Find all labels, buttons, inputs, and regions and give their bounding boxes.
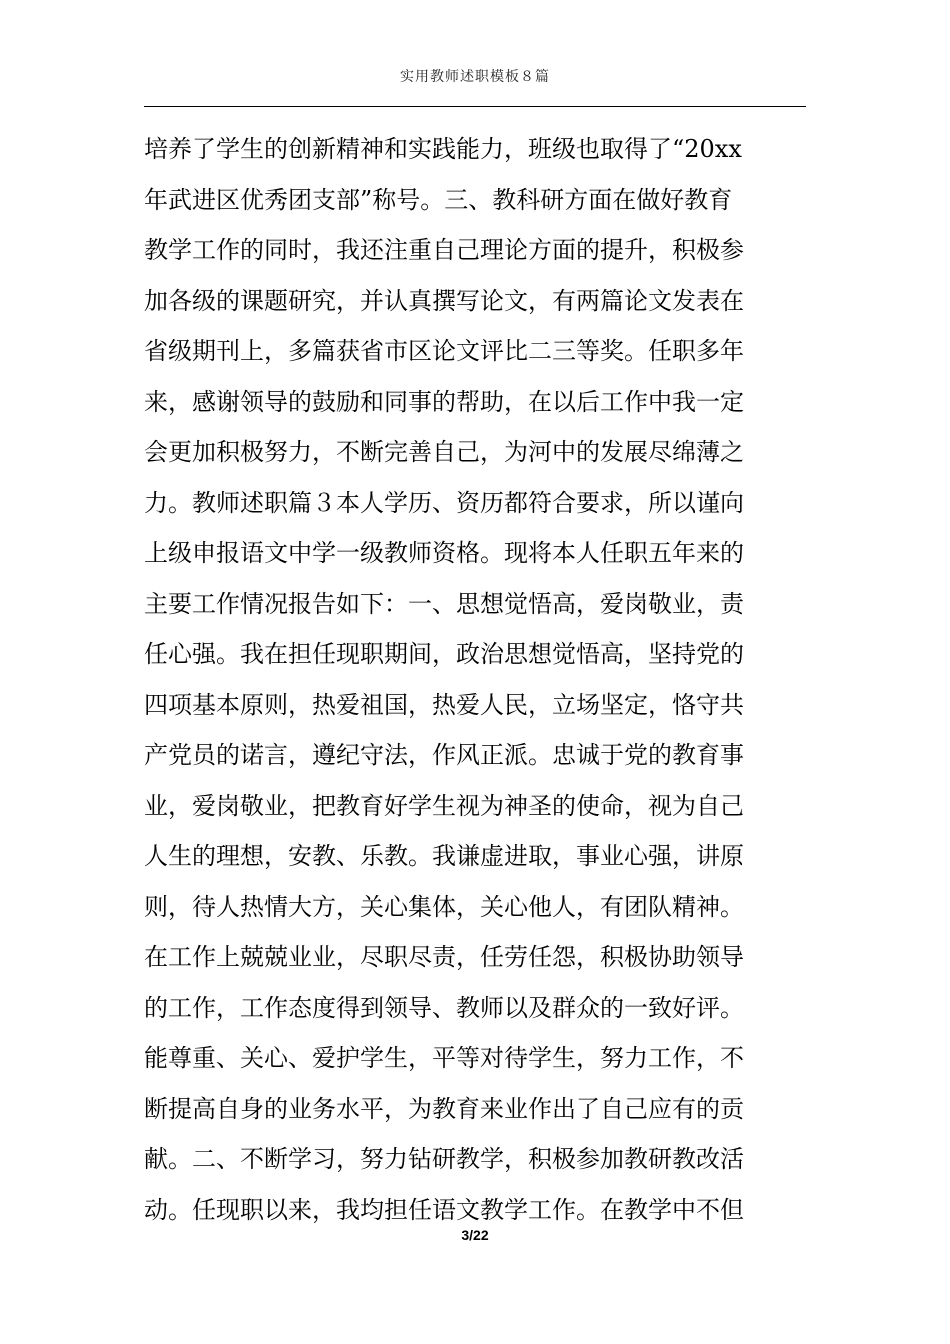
text-line: 培养了学生的创新精神和实践能力，班级也取得了“20xx xyxy=(144,135,742,163)
text-line: 来，感谢领导的鼓励和同事的帮助，在以后工作中我一定 xyxy=(144,387,744,416)
text-line: 产党员的诺言，遵纪守法，作风正派。忠诚于党的教育事 xyxy=(144,741,744,769)
text-line: 四项基本原则，热爱祖国，热爱人民，立场坚定，恪守共 xyxy=(144,690,744,719)
page-header-title: 实用教师述职模板８篇 xyxy=(400,69,550,85)
text-line: 断提高自身的业务水平，为教育来业作出了自己应有的贡 xyxy=(144,1094,744,1123)
page-number: 3/22 xyxy=(461,1227,489,1243)
text-line: 在工作上兢兢业业，尽职尽责，任劳任怨，积极协助领导 xyxy=(144,943,744,971)
text-line: 加各级的课题研究，并认真撰写论文，有两篇论文发表在 xyxy=(144,286,744,315)
body-text xyxy=(144,124,808,1235)
text-line: 能尊重、关心、爱护学生，平等对待学生，努力工作，不 xyxy=(144,1044,744,1072)
text-line: 教学工作的同时，我还注重自己理论方面的提升，积极参 xyxy=(144,236,744,264)
text-line: 动。任现职以来，我均担任语文教学工作。在教学中不但 xyxy=(144,1195,744,1224)
text-line: 会更加积极努力，不断完善自己，为河中的发展尽绵薄之 xyxy=(144,438,744,466)
text-line: 则，待人热情大方，关心集体，关心他人，有团队精神。 xyxy=(144,892,744,921)
text-line: 的工作，工作态度得到领导、教师以及群众的一致好评。 xyxy=(144,993,744,1022)
text-line: 力。教师述职篇３本人学历、资历都符合要求，所以谨向 xyxy=(144,488,744,517)
text-line: 业，爱岗敬业，把教育好学生视为神圣的使命，视为自己 xyxy=(144,791,744,820)
text-line: 上级申报语文中学一级教师资格。现将本人任职五年来的 xyxy=(144,539,744,567)
header-divider xyxy=(144,106,806,107)
text-line: 主要工作情况报告如下：一、思想觉悟高，爱岗敬业，责 xyxy=(144,589,744,618)
text-line: 献。二、不断学习，努力钻研教学，积极参加教研教改活 xyxy=(144,1145,744,1173)
text-line: 人生的理想，安教、乐教。我谦虚进取，事业心强，讲原 xyxy=(144,842,744,870)
text-line: 年武进区优秀团支部”称号。三、教科研方面在做好教育 xyxy=(144,185,733,214)
text-line: 任心强。我在担任现职期间，政治思想觉悟高，坚持党的 xyxy=(144,640,744,668)
text-line: 省级期刊上，多篇获省市区论文评比二三等奖。任职多年 xyxy=(144,337,744,365)
